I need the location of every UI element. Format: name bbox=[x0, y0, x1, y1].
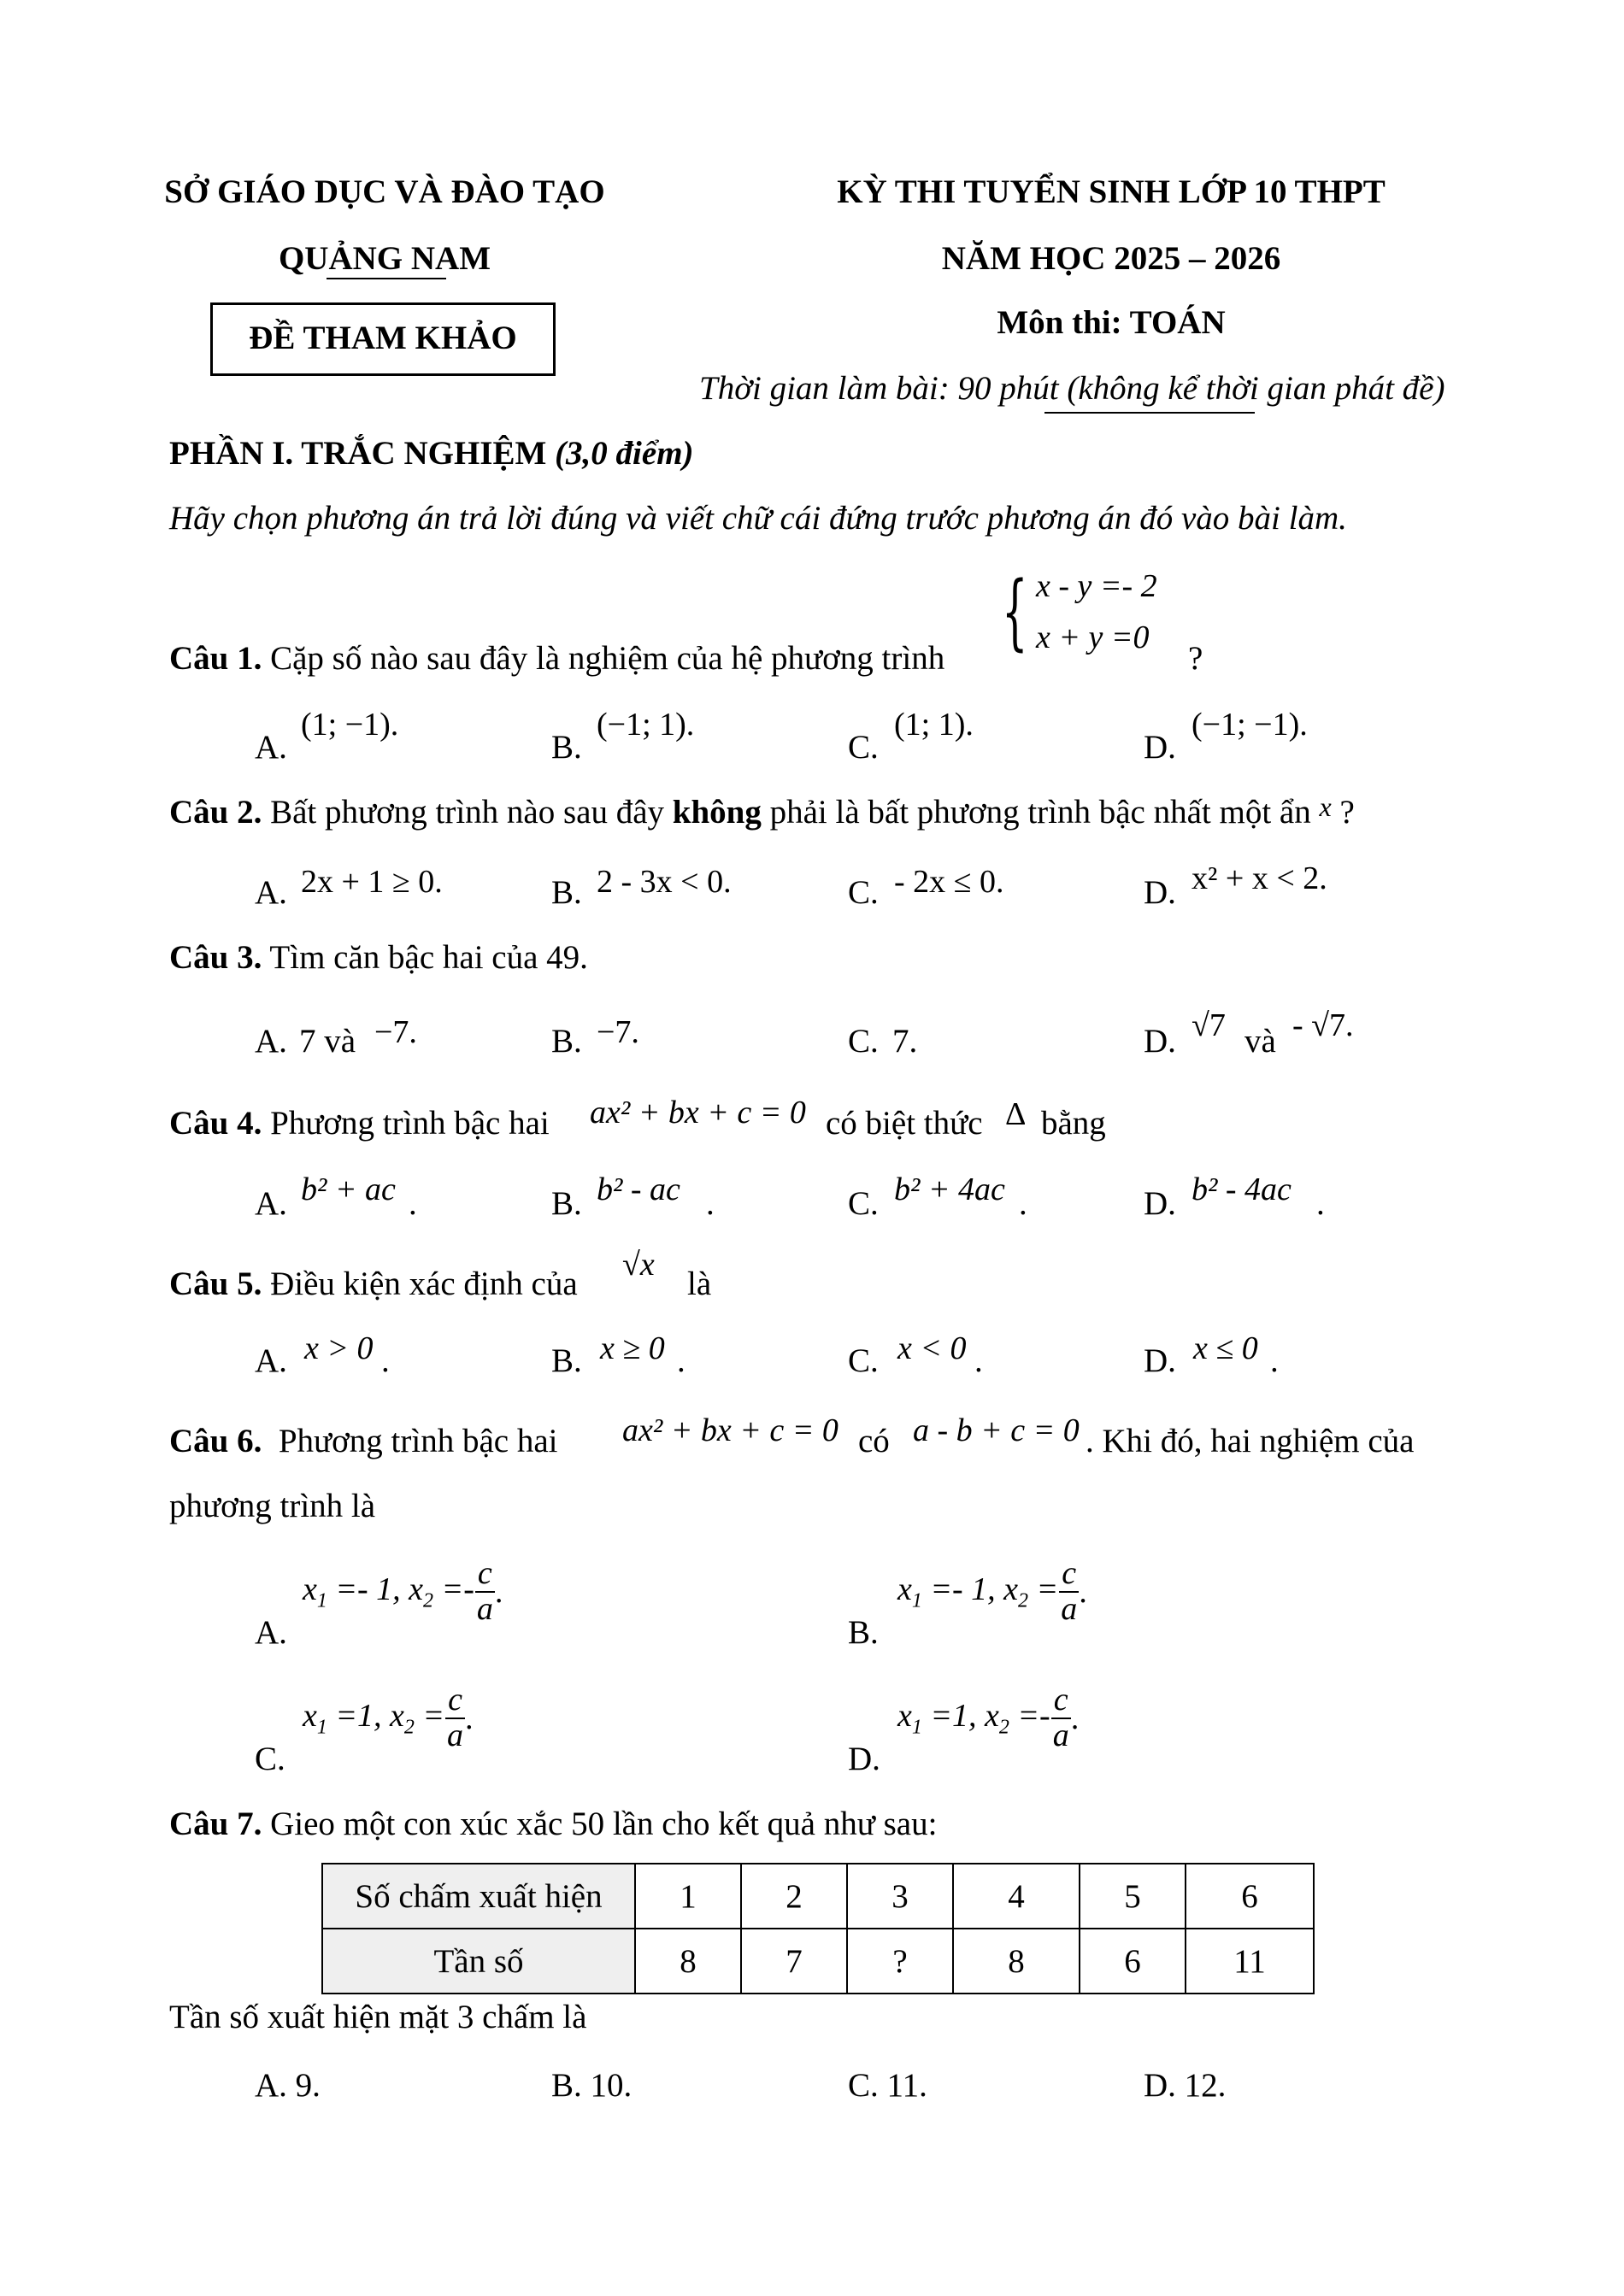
exam-duration: Thời gian làm bài: 90 phút (không kể thời gian phát đề) bbox=[699, 370, 1445, 407]
table-cell: 2 bbox=[741, 1864, 847, 1929]
q6-option-c-key[interactable]: C. bbox=[255, 1741, 285, 1777]
q7-option-d[interactable] bbox=[1144, 2066, 1226, 2105]
q4-option-c-tail: . bbox=[1019, 1185, 1027, 1222]
q6-option-a-key[interactable]: A. bbox=[255, 1614, 287, 1651]
q2-option-a-key[interactable]: A. bbox=[255, 874, 287, 911]
q5-option-c-value: x < 0 bbox=[897, 1330, 967, 1366]
question-3-text: Tìm căn bậc hai của 49. bbox=[269, 939, 588, 976]
question-1-label: Câu 1. bbox=[169, 640, 262, 677]
q7-option-b-key: B. bbox=[551, 2067, 582, 2104]
system-brace: { bbox=[1002, 564, 1028, 660]
table-row bbox=[322, 1864, 1314, 1929]
q5-option-c-tail: . bbox=[974, 1342, 983, 1379]
q2-option-d-key[interactable]: D. bbox=[1144, 874, 1176, 911]
question-2-text-a: Bất phương trình nào sau đây bbox=[270, 794, 665, 831]
question-2-variable: x bbox=[1319, 791, 1332, 822]
q5-option-b-tail: . bbox=[677, 1342, 685, 1379]
system-equation-1: x - y =- 2 bbox=[1036, 568, 1157, 604]
question-1-tail: ? bbox=[1188, 640, 1203, 677]
q2-option-a-value: 2x + 1 ≥ 0. bbox=[301, 864, 443, 900]
table-cell: 4 bbox=[953, 1864, 1080, 1929]
question-7-prompt: Tần số xuất hiện mặt 3 chấm là bbox=[169, 1999, 587, 2035]
q4-option-d-tail: . bbox=[1316, 1185, 1325, 1222]
question-6-text-4: phương trình là bbox=[169, 1488, 376, 1524]
q6-option-a-value: $x_1 =- 1$, $x_2$ =- $\frac{c}{a}$ . bbox=[303, 1555, 504, 1627]
q3-option-a-value: 7 và bbox=[299, 1023, 356, 1060]
table-cell: 1 bbox=[635, 1864, 741, 1929]
province-name: QUẢNG NAM bbox=[278, 240, 491, 277]
section-instruction: Hãy chọn phương án trả lời đúng và viết chữ cái đứng trước phương án đó vào bài làm. bbox=[169, 500, 1347, 537]
question-6-text: Phương trình bậc hai bbox=[278, 1423, 558, 1459]
q6-option-d-fraction: $\frac{c}{a}$ bbox=[1052, 1682, 1069, 1753]
question-5-expression: √x bbox=[622, 1247, 655, 1283]
question-5-label: Câu 5. bbox=[169, 1265, 262, 1302]
q5-option-a-key[interactable]: A. bbox=[255, 1342, 287, 1379]
question-2-label: Câu 2. bbox=[169, 794, 262, 831]
q7-option-c-value: 11. bbox=[886, 2067, 927, 2104]
q2-option-d-value: x² + x < 2. bbox=[1192, 860, 1327, 896]
q1-option-c-value: (1; 1). bbox=[894, 707, 974, 743]
table-cell: 11 bbox=[1186, 1929, 1314, 1994]
q5-option-d-value: x ≤ 0 bbox=[1193, 1330, 1258, 1366]
q5-option-b-key[interactable]: B. bbox=[551, 1342, 582, 1379]
q3-option-d-mid: và bbox=[1244, 1023, 1276, 1060]
q5-option-d-tail: . bbox=[1270, 1342, 1279, 1379]
question-6-label: Câu 6. bbox=[169, 1423, 262, 1459]
question-5-tail: là bbox=[687, 1265, 712, 1302]
reference-exam-label: ĐỀ THAM KHẢO bbox=[249, 320, 517, 356]
q2-option-b-value: 2 - 3x < 0. bbox=[597, 864, 732, 900]
q6-option-b-key[interactable]: B. bbox=[848, 1614, 879, 1651]
q4-option-d-key[interactable]: D. bbox=[1144, 1185, 1176, 1222]
q1-option-c-key[interactable]: C. bbox=[848, 729, 879, 766]
question-6-text-3: . Khi đó, hai nghiệm của bbox=[1086, 1423, 1415, 1459]
q6-option-b-fraction: $\frac{c}{a}$ bbox=[1061, 1555, 1078, 1627]
q4-option-b-value: b² - ac bbox=[597, 1171, 680, 1207]
question-5-label-text bbox=[169, 1265, 578, 1303]
q3-option-c-value: 7. bbox=[892, 1023, 918, 1060]
system-equation-2: x + y =0 bbox=[1036, 620, 1150, 655]
table-cell: 7 bbox=[741, 1929, 847, 1994]
q4-option-c-value: b² + 4ac bbox=[894, 1171, 1005, 1207]
question-2-text-b: phải là bất phương trình bậc nhất một ẩn bbox=[769, 794, 1311, 831]
q7-option-a-key: A. bbox=[255, 2067, 287, 2104]
question-4-text: Phương trình bậc hai bbox=[270, 1105, 550, 1142]
province-underline bbox=[327, 278, 446, 279]
q6-option-a-fraction: $\frac{c}{a}$ bbox=[476, 1555, 493, 1627]
question-3-label: Câu 3. bbox=[169, 939, 262, 976]
q7-option-c[interactable] bbox=[848, 2066, 927, 2105]
q2-option-c-value: - 2x ≤ 0. bbox=[894, 864, 1004, 900]
q7-option-d-key: D. bbox=[1144, 2067, 1176, 2104]
q1-option-d-key[interactable]: D. bbox=[1144, 729, 1176, 766]
table-cell: 3 bbox=[847, 1864, 953, 1929]
q6-option-d-key[interactable]: D. bbox=[848, 1741, 880, 1777]
question-6-text-2: có bbox=[858, 1423, 890, 1459]
question-7-label: Câu 7. bbox=[169, 1806, 262, 1842]
table-row bbox=[322, 1929, 1314, 1994]
q6-option-c-fraction: $\frac{c}{a}$ bbox=[447, 1682, 464, 1753]
q5-option-b-value: x ≥ 0 bbox=[600, 1330, 665, 1366]
q6-option-c-value: $x_1 =1$, $x_2$ = $\frac{c}{a}$ . bbox=[303, 1682, 474, 1753]
section-heading bbox=[169, 434, 694, 473]
table-cell: ? bbox=[847, 1929, 953, 1994]
q4-option-b-key[interactable]: B. bbox=[551, 1185, 582, 1222]
q4-option-d-value: b² - 4ac bbox=[1192, 1171, 1292, 1207]
q4-option-c-key[interactable]: C. bbox=[848, 1185, 879, 1222]
q7-option-b[interactable] bbox=[551, 2066, 632, 2105]
section-title: PHẦN I. TRẮC NGHIỆM bbox=[169, 435, 547, 472]
question-4-text-2: có biệt thức bbox=[826, 1105, 983, 1142]
q4-option-a-key[interactable]: A. bbox=[255, 1185, 287, 1222]
table-cell: 6 bbox=[1080, 1929, 1186, 1994]
table-cell: 8 bbox=[953, 1929, 1080, 1994]
question-6-condition: a - b + c = 0 bbox=[913, 1412, 1080, 1448]
question-1 bbox=[169, 639, 944, 678]
q1-option-a-key[interactable]: A. bbox=[255, 729, 287, 766]
q3-option-a-extra: −7. bbox=[374, 1014, 417, 1050]
question-4-label-text bbox=[169, 1104, 550, 1142]
question-7 bbox=[169, 1805, 937, 1843]
question-7-text: Gieo một con xúc xắc 50 lần cho kết quả như sau: bbox=[270, 1806, 938, 1842]
table-header-cell: Tần số bbox=[322, 1929, 635, 1994]
table-cell: 6 bbox=[1186, 1864, 1314, 1929]
q5-option-d-key[interactable]: D. bbox=[1144, 1342, 1176, 1379]
table-cell: 5 bbox=[1080, 1864, 1186, 1929]
question-1-text: Cặp số nào sau đây là nghiệm của hệ phương trình bbox=[270, 640, 945, 677]
question-2-emphasis: không bbox=[672, 794, 762, 831]
q7-option-b-value: 10. bbox=[590, 2067, 633, 2104]
q7-option-a-value: 9. bbox=[295, 2067, 321, 2104]
school-year: NĂM HỌC 2025 – 2026 bbox=[941, 240, 1281, 277]
question-6-label-text bbox=[169, 1422, 557, 1460]
q7-option-d-value: 12. bbox=[1184, 2067, 1227, 2104]
q4-option-b-tail: . bbox=[706, 1185, 715, 1222]
duration-underline bbox=[1044, 412, 1255, 414]
q1-option-a-value: (1; −1). bbox=[301, 707, 399, 743]
q1-option-d-value: (−1; −1). bbox=[1192, 707, 1308, 743]
department-name: SỞ GIÁO DỤC VÀ ĐÀO TẠO bbox=[164, 173, 605, 210]
question-3 bbox=[169, 938, 588, 977]
q7-option-c-key: C. bbox=[848, 2067, 879, 2104]
question-4-label: Câu 4. bbox=[169, 1105, 262, 1142]
question-5-text: Điều kiện xác định của bbox=[270, 1265, 578, 1302]
q3-option-a-key[interactable]: A. bbox=[255, 1023, 287, 1060]
q4-option-a-value: b² + ac bbox=[301, 1171, 396, 1207]
frequency-table bbox=[321, 1863, 1315, 1994]
q3-option-b-value: −7. bbox=[597, 1014, 639, 1050]
question-2-tail: ? bbox=[1339, 794, 1355, 831]
q3-option-d-key[interactable]: D. bbox=[1144, 1023, 1176, 1060]
q6-option-d-value: $x_1 =1$, $x_2$ =- $\frac{c}{a}$ . bbox=[897, 1682, 1080, 1753]
section-points: (3,0 điểm) bbox=[555, 435, 694, 472]
q7-option-a[interactable] bbox=[255, 2066, 321, 2105]
q1-option-b-value: (−1; 1). bbox=[597, 707, 695, 743]
question-4-delta: Δ bbox=[1005, 1096, 1027, 1132]
q2-option-b-key[interactable]: B. bbox=[551, 874, 582, 911]
question-6-equation: ax² + bx + c = 0 bbox=[622, 1412, 838, 1448]
q5-option-c-key[interactable]: C. bbox=[848, 1342, 879, 1379]
q4-option-a-tail: . bbox=[409, 1185, 417, 1222]
exam-subject: Môn thi: TOÁN bbox=[997, 304, 1226, 341]
q3-option-c-key[interactable]: C. bbox=[848, 1023, 879, 1060]
question-4-equation: ax² + bx + c = 0 bbox=[590, 1095, 806, 1130]
q5-option-a-value: x > 0 bbox=[304, 1330, 374, 1366]
q1-option-b-key[interactable]: B. bbox=[551, 729, 582, 766]
q5-option-a-tail: . bbox=[381, 1342, 390, 1379]
table-header-cell: Số chấm xuất hiện bbox=[322, 1864, 635, 1929]
q6-option-b-value: $x_1 =- 1$, $x_2$ = $\frac{c}{a}$ . bbox=[897, 1555, 1088, 1627]
q2-option-c-key[interactable]: C. bbox=[848, 874, 879, 911]
table-cell: 8 bbox=[635, 1929, 741, 1994]
q3-option-d-extra: - √7. bbox=[1292, 1007, 1354, 1043]
question-4-text-3: bằng bbox=[1041, 1105, 1106, 1142]
q3-option-d-value: √7 bbox=[1192, 1007, 1226, 1043]
q3-option-b-key[interactable]: B. bbox=[551, 1023, 582, 1060]
question-2 bbox=[169, 793, 1355, 831]
exam-title: KỲ THI TUYỂN SINH LỚP 10 THPT bbox=[837, 173, 1386, 210]
